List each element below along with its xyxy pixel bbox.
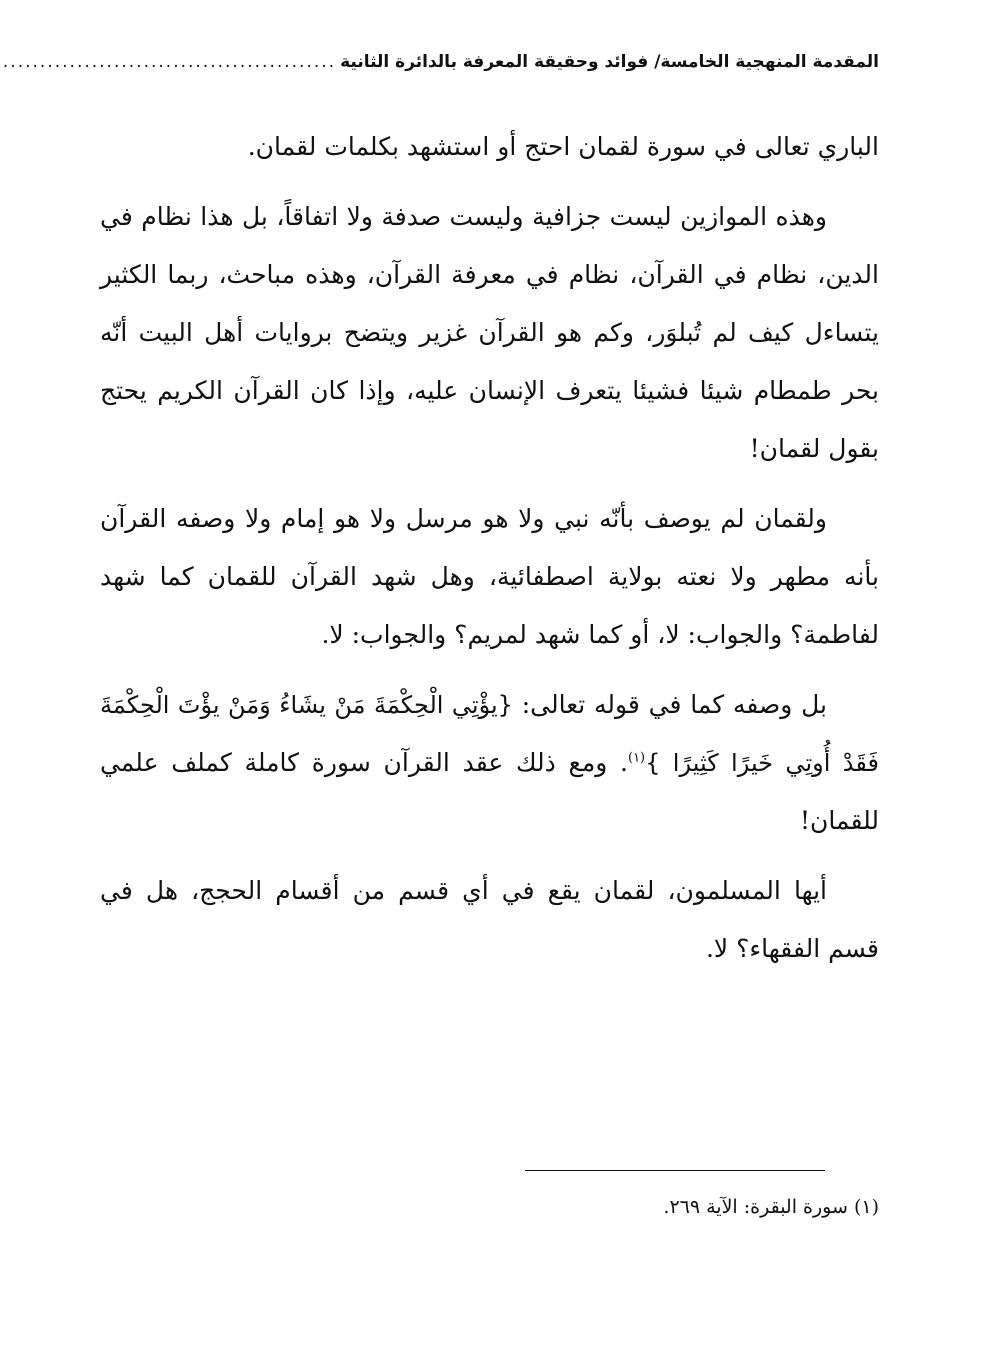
paragraph-3: ولقمان لم يوصف بأنّه نبي ولا هو مرسل ولا هو إمام ولا وصفه القرآن بأنه مطهر ولا نعته بولاية اصطفائية، وهل شهد القرآن للقمان كما شهد لفاطمة؟ والجواب: لا، أو كما شهد لمريم؟ والجواب: لا.: [100, 504, 879, 649]
footnote-separator: [525, 1170, 825, 1171]
main-text: [100, 118, 879, 990]
quran-verse: {يؤْتِي الْحِكْمَةَ مَنْ يشَاءُ وَمَنْ يؤْتَ الْحِكْمَةَ فَقَدْ أُوتِي خَيرًا كَثِيرًا }: [100, 691, 879, 777]
footnote-reference[interactable]: (١): [627, 750, 646, 766]
paragraph-4-continuation: . ومع ذلك عقد القرآن سورة كاملة كملف علمي للقمان!: [100, 748, 879, 835]
header-dot-leader: .............................................: [2, 52, 337, 72]
header-title: المقدمة المنهجية الخامسة/ فوائد وحقيقة المعرفة بالدائرة الثانية: [340, 52, 879, 72]
paragraph-5: أيها المسلمون، لقمان يقع في أي قسم من أقسام الحجج، هل في قسم الفقهاء؟ لا.: [100, 876, 879, 963]
paragraph-2: وهذه الموازين ليست جزافية وليست صدفة ولا اتفاقاً، بل هذا نظام في الدين، نظام في القرآن، نظام في معرفة القرآن، وهذه مباحث، ربما الكثير يتساءل كيف لم تُبلوَر، وكم هو القرآن غزير ويتضح بروايات أهل البيت أنّه بحر طمطام شيئا فشيئا يتعرف الإنسان عليه، وإذا كان القرآن الكريم يحتج بقول لقمان!: [100, 202, 879, 463]
running-header: [2, 52, 879, 82]
paragraph-4-intro: بل وصفه كما في قوله تعالى:: [521, 690, 827, 719]
paragraph-1: الباري تعالى في سورة لقمان احتج أو استشهد بكلمات لقمان.: [247, 132, 879, 161]
footnote: (١) سورة البقرة: الآية ٢٦٩.: [663, 1196, 879, 1218]
paragraph-4: [100, 676, 879, 850]
